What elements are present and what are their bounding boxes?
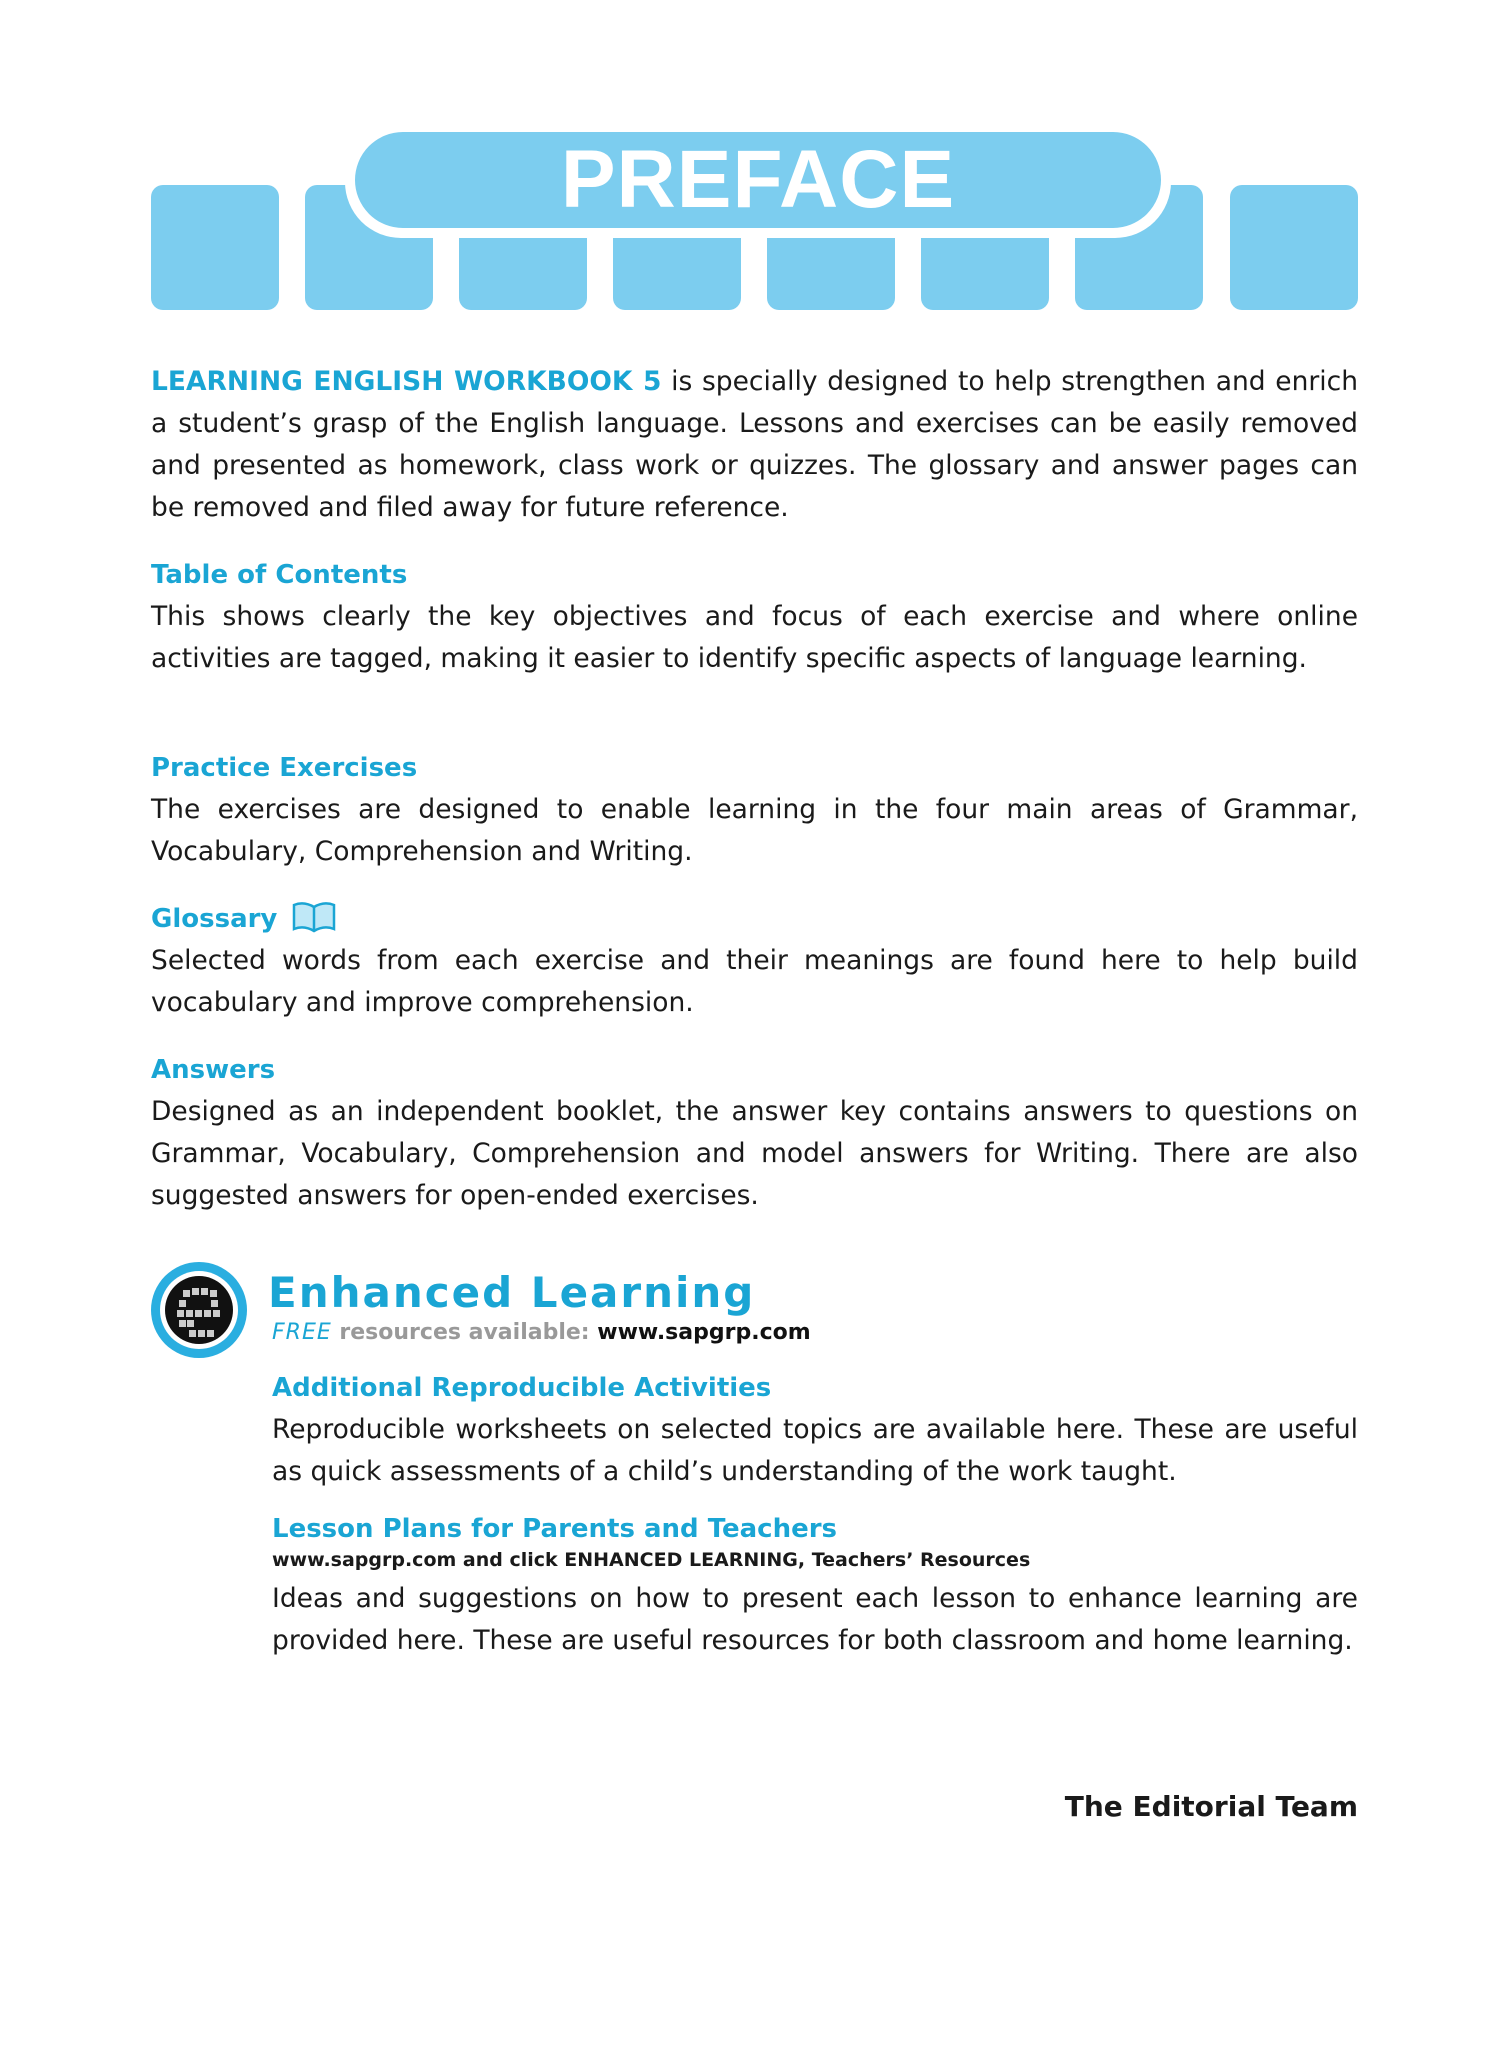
section-text: Selected words from each exercise and their meanings are found here to help build vocabulary and improve comprehension. [151, 945, 1358, 1018]
section-table-of-contents [151, 554, 1358, 680]
section-text: Designed as an independent booklet, the answer key contains answers to questions on Grammar, Vocabulary, Comprehension and model answers for Writing. There are also suggested answers for open-ended exercises. [151, 1096, 1358, 1211]
section-heading: Answers [151, 1055, 276, 1085]
section-additional-activities [272, 1367, 1358, 1493]
resources-label: resources available: [331, 1320, 598, 1345]
signature: The Editorial Team [1064, 1790, 1358, 1823]
section-heading: Lesson Plans for Parents and Teachers [272, 1514, 838, 1544]
section-lesson-plans [272, 1508, 1358, 1662]
section-heading: Glossary [151, 904, 278, 934]
intro-paragraph [151, 361, 1358, 529]
banner-pill [345, 126, 1171, 238]
banner-block [151, 185, 279, 310]
free-label: FREE [272, 1320, 332, 1345]
website-link[interactable]: www.sapgrp.com [597, 1320, 811, 1345]
enhanced-learning-subtitle [272, 1320, 811, 1345]
section-heading: Practice Exercises [151, 753, 418, 783]
intro-text: is specially designed to help strengthen and enrich a student’s grasp of the English language. Lessons and exercises can be easily removed and presented as homework, class work or quizzes. The glossary and answer pages can be removed and filed away for future reference. [151, 366, 1358, 523]
section-practice-exercises [151, 747, 1358, 873]
page-title: PREFACE [560, 134, 956, 225]
book-title: LEARNING ENGLISH WORKBOOK 5 [151, 366, 662, 397]
section-text: Reproducible worksheets on selected topics are available here. These are useful as quick assessments of a child’s understanding of the work taught. [272, 1414, 1358, 1487]
section-heading: Table of Contents [151, 560, 408, 590]
section-glossary [151, 898, 1358, 1024]
banner-block [1230, 185, 1358, 310]
section-text: The exercises are designed to enable learning in the four main areas of Grammar, Vocabulary, Comprehension and Writing. [151, 794, 1358, 867]
section-heading: Additional Reproducible Activities [272, 1373, 772, 1403]
book-icon [292, 899, 336, 933]
section-text: Ideas and suggestions on how to present each lesson to enhance learning are provided here. These are useful resources for both classroom and home learning. [272, 1583, 1358, 1656]
section-text: This shows clearly the key objectives and focus of each exercise and where online activities are tagged, making it easier to identify specific aspects of language learning. [151, 601, 1358, 674]
section-answers [151, 1049, 1358, 1217]
lesson-plans-note: www.sapgrp.com and click ENHANCED LEARNING, Teachers’ Resources [272, 1549, 1031, 1571]
enhanced-learning-logo-icon [151, 1262, 247, 1358]
enhanced-learning-title: Enhanced Learning [268, 1268, 756, 1317]
